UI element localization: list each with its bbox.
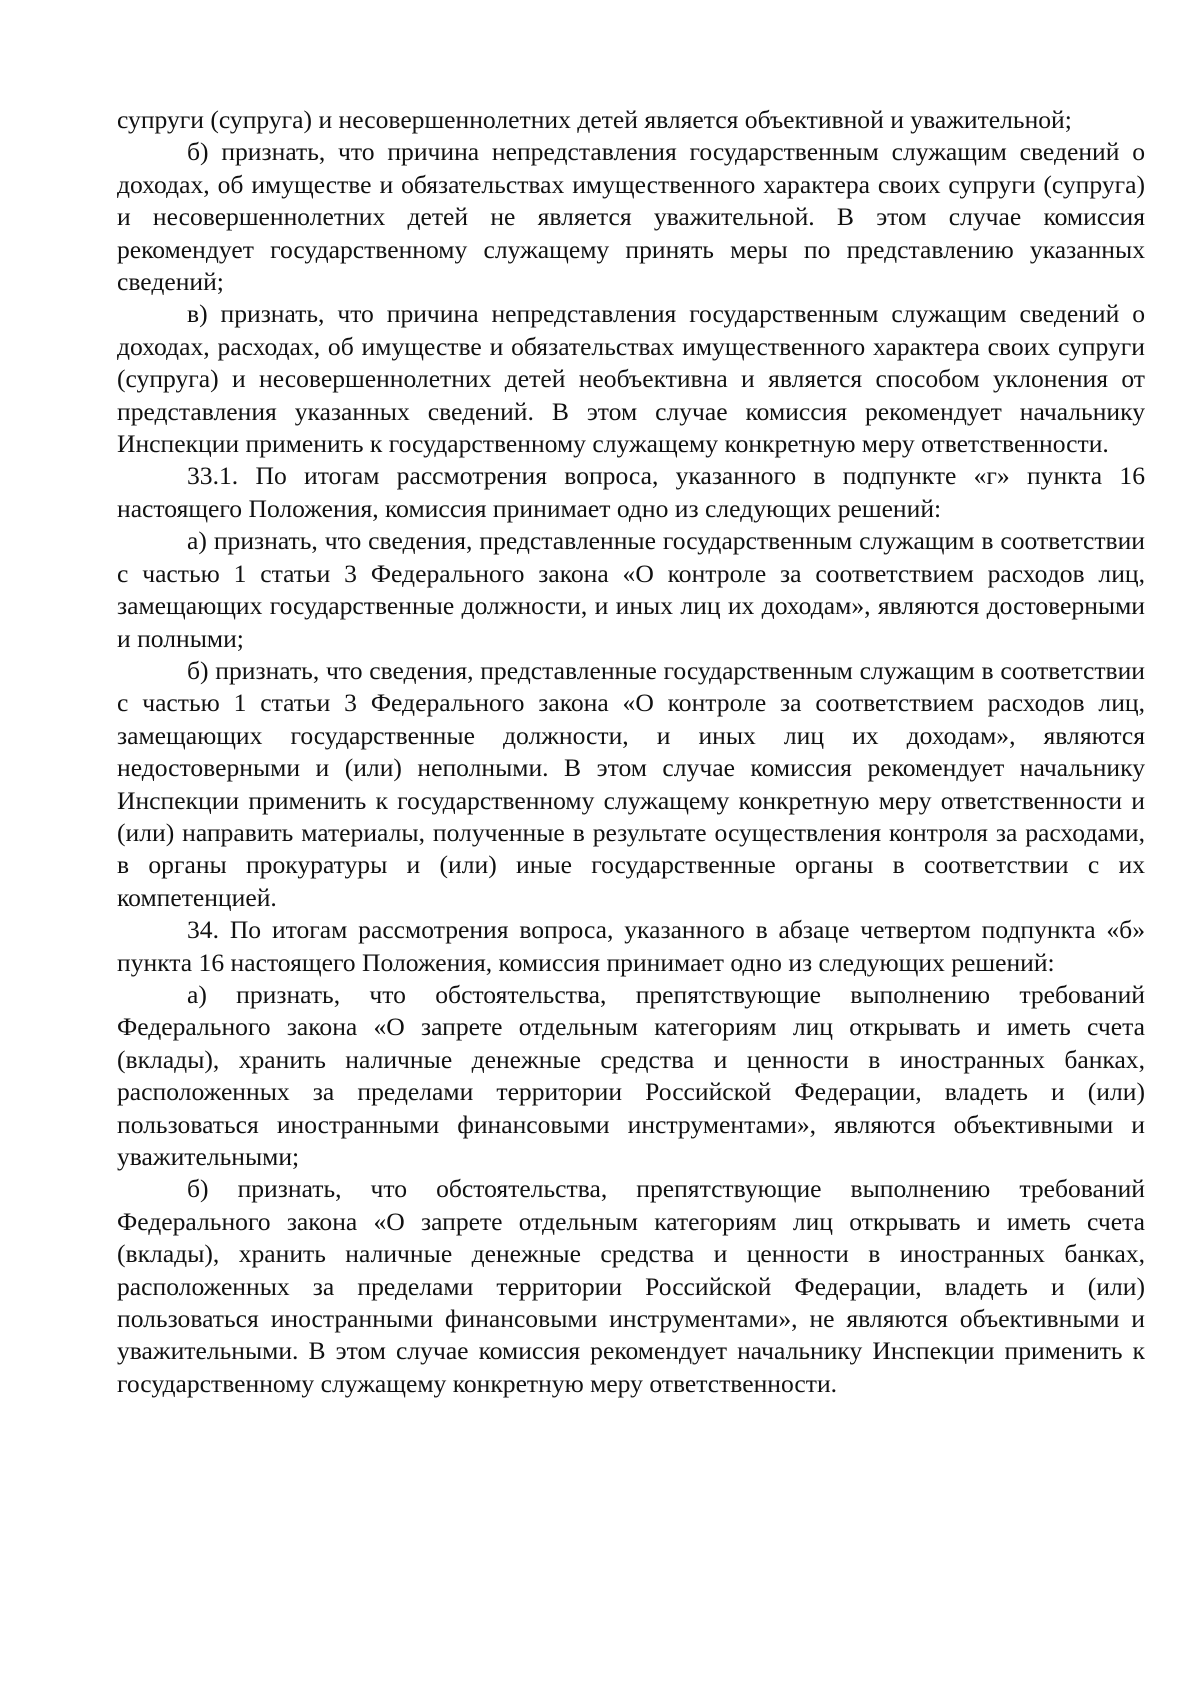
paragraph-clause-34: 34. По итогам рассмотрения вопроса, указанного в абзаце четвертом подпункта «б» пункта 16 настоящего Положения, комиссия принимает одно из следующих решений: xyxy=(117,915,1145,977)
paragraph-continuation: супруги (супруга) и несовершеннолетних детей является объективной и уважительной; xyxy=(117,105,1072,134)
paragraph-33-1-subitem-b: б) признать, что сведения, представленные государственным служащим в соответствии с частью 1 статьи 3 Федерального закона «О контроле за соответствием расходов лиц, замещающих государственные должности, и иных лиц их доходам», являются недостоверными и (или) неполными. В этом случае комиссия рекомендует начальнику Инспекции применить к государственному служащему конкретную меру ответственности и (или) направить материалы, полученные в результате осуществления контроля за расходами, в органы прокуратуры и (или) иные государственные органы в соответствии с их компетенцией. xyxy=(117,655,1145,912)
paragraph-subitem-v: в) признать, что причина непредставления государственным служащим сведений о доходах, расходах, об имуществе и обязательствах имущественного характера своих супруги (супруга) и несовершеннолетних детей необъективна и является способом уклонения от представления указанных сведений. В этом случае комиссия рекомендует начальнику Инспекции применить к государственному служащему конкретную меру ответственности. xyxy=(117,299,1145,459)
paragraph-clause-33-1: 33.1. По итогам рассмотрения вопроса, указанного в подпункте «г» пункта 16 настоящего Положения, комиссия принимает одно из следующих решений: xyxy=(117,461,1145,523)
paragraph-34-subitem-b: б) признать, что обстоятельства, препятствующие выполнению требований Федерального закона «О запрете отдельным категориям лиц открывать и иметь счета (вклады), хранить наличные денежные средства и ценности в иностранных банках, расположенных за пределами территории Российской Федерации, владеть и (или) пользоваться иностранными финансовыми инструментами», не являются объективными и уважительными. В этом случае комиссия рекомендует начальнику Инспекции применить к государственному служащему конкретную меру ответственности. xyxy=(117,1174,1145,1398)
paragraph-33-1-subitem-a: а) признать, что сведения, представленные государственным служащим в соответствии с частью 1 статьи 3 Федерального закона «О контроле за соответствием расходов лиц, замещающих государственные должности, и иных лиц их доходам», являются достоверными и полными; xyxy=(117,526,1145,653)
paragraph-34-subitem-a: а) признать, что обстоятельства, препятствующие выполнению требований Федерального закона «О запрете отдельным категориям лиц открывать и иметь счета (вклады), хранить наличные денежные средства и ценности в иностранных банках, расположенных за пределами территории Российской Федерации, владеть и (или) пользоваться иностранными финансовыми инструментами», являются объективными и уважительными; xyxy=(117,979,1145,1171)
paragraph-subitem-b: б) признать, что причина непредставления государственным служащим сведений о доходах, об имуществе и обязательствах имущественного характера своих супруги (супруга) и несовершеннолетних детей не является уважительной. В этом случае комиссия рекомендует государственному служащему принять меры по представлению указанных сведений; xyxy=(117,137,1145,297)
document-body xyxy=(117,104,1145,1400)
